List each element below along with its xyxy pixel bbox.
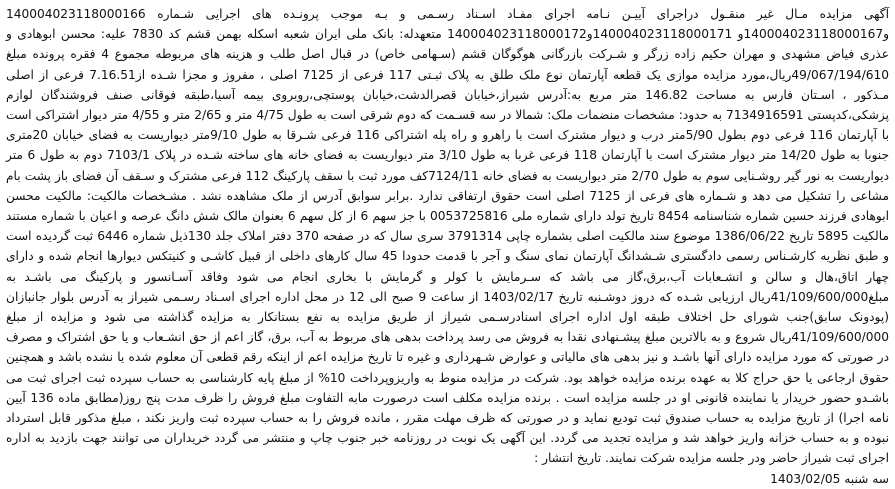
publication-date: سه شنبه 1403/02/05 — [770, 471, 889, 486]
notice-body-text: آگهی مزایده مـال غیر منقـول دراجرای آییـن نـامه اجرای مفـاد اسـناد رسـمی و بـه موجب پرونـده های اجرایی شـماره 140004023118000166 و140004023118000167و 140004023118000171و140004023118000172 متعهدله: بانک ملی ایران شعبه اسکله بهمن قشم کد 7830 علیه: محسن ابوهادی و عذری فیاض مشهدی و مهران حکیم زاده زرگر و شـرکت بازرگانی هوگوگان قشم (سـهامی خاص) در قبال اصل طلب و هزینه های مربوطه مجموع 4 فقره پرونده مبلغ 49/067/194/610ریال،مورد مزایده موازی یک قطعه آپارتمان نوع ملک طلق به پلاک ثبـتی 117 فرعی از 7125 اصلی ، مفروز و مجزا شـده از7.16.51 فرعی از اصلی مـذکور ، اسـتان فارس به مساحت 146.82 متر مربع به:آدرس شیراز،خیابان قصرالدشت،خیابان پوستچی،روبروی بیمه آسیا،طبقه فوقانی صنف فروشندگان لوازم پزشکی،کدپستی 7134916591 به حدود: مشخصات منضمات ملک: شمالا در سه قسـمت که دوم شرقی است به طول 4/75 متر و 2/65 متر و 4/55 متر دیوار اشتراکی است با آپارتمان 116 فرعی دوم بطول 5/90متر درب و دیوار مشترک است با راهرو و راه پله اشتراکی 116 فرعی شـرقا به طول 9/10متر دیواریست به فضای خیابان 20متری جنوبا به طول 14/20 متر دیوار مشترک است با آپارتمان 118 فرعی غربا به طول 3/10 متر دیواریست به فضای خانه های ساخته شـده در پلاک 7103/1 دوم به طول 6 متر دیواریست به نور گیر روشـنایی سوم به طول 2/70 متر دیواریست به فضای خانه 7124/11کف مورد ثبت با سقف پارکینگ 112 فرعی مشترک و سـقف آن فضای باز پشت بام مشاعی را تشکیل می دهد و شـماره های فرعی از 7125 اصلی است حقوق ارتفاقی ندارد .برابر سوابق آدرس از ملک مشاهده نشد . مشـخصات مالکیت: مالکیت محسن ابوهادی فرزند حسین شماره شناسنامه 8454 تاریخ تولد دارای شماره ملی 0053725816 با جز سهم 6 از کل سهم 6 بعنوان مالک شش دانگ عرصه و اعیان با شماره مستند مالکیت 5895 تاریخ 1386/06/22 موضوع سند مالکیت اصلی بشماره چاپی 3791314 سری سال که در صفحه 370 دفتر املاک جلد 130ذیل شماره 6446 ثبت گردیده است و طبق نظریه کارشـناس رسمی دادگستری شـشدانگ آپارتمان نمای سنگ و آجر با قدمت حدودا 45 سال کارهای داخلی از قبیل کاشـی و کنیتکس دیوارها انجام شده و دارای چهار اتاق،هال و سالن و انشـعابات آب،برق،گاز می باشد که سـرمایش با کولر و گرمایش با بخاری انجام می شود وفاقد آسـانسور و پارکینگ می باشـد به مبلغ41/109/600/000ریال ارزیابی شـده که دروز دوشـنبه تاریخ 1403/02/17 از ساعت 9 صبح الی 12 در محل اداره اجرای اسـناد رسـمی شیراز به آدرس بلوار جانبازان (پودونک سابق)جنب شورای حل اختلاف طبقه اول اداره اجرای اسنادرسـمی شیراز از طریق مزایده به نفع بستانکار به مزایده گذاشته می شود و مزایده از مبلغ 41/109/600/000ریال شروع و به بالاترین مبلغ پیشـنهادی نقدا به فروش می رسد پرداخت بدهی های مربوط به آب، برق، گاز اعم از حق انشـعاب و یا حق اشتراک و مصرف در صورتی که مورد مزایده دارای آنها باشـد و نیز بدهی های مالیاتی و عوارض شـهرداری و غیره تا تاریخ مزایده اعم از اینکه رقم قطعی آن معلوم شده یا نشده باشد و همچنین حقوق ارجاعی یا حق حراج کلا به عهده برنده مزایده خواهد بود. شرکت در مزایده منوط به واریزوپرداخت 10% از مبلغ پایه کارشناسی به حساب سپرده ثبت اجرای ثبت می باشـدو حضور خریدار یا نماینده قانونی او در جلسه مزایده است . برنده مزایده مکلف است درصورت مابه التفاوت مبلغ فروش را ظرف مدت پنج روز(مطابق ماده 136 آیین نامه اجرا) از تاریخ مزایده به حساب صندوق ثبت تودیع نماید و در صورتی که ظرف مهلت مقرر ، مانده فروش را به حساب سپرده ثبت واریز نکند ، مبلغ مذکور قابل استرداد نبوده و به حساب خزانه واریز خواهد شد و مزایده تجدید می گردد. این آگهی یک نوبت در روزنامه خبر جنوب چاپ و منتشر می گردد خریداران می توانند جهت بازدید به اداره اجرای ثبت شیراز حاضر ودر جلسه مزایده شرکت نمایند. تاریخ انتشار : — [6, 7, 890, 466]
